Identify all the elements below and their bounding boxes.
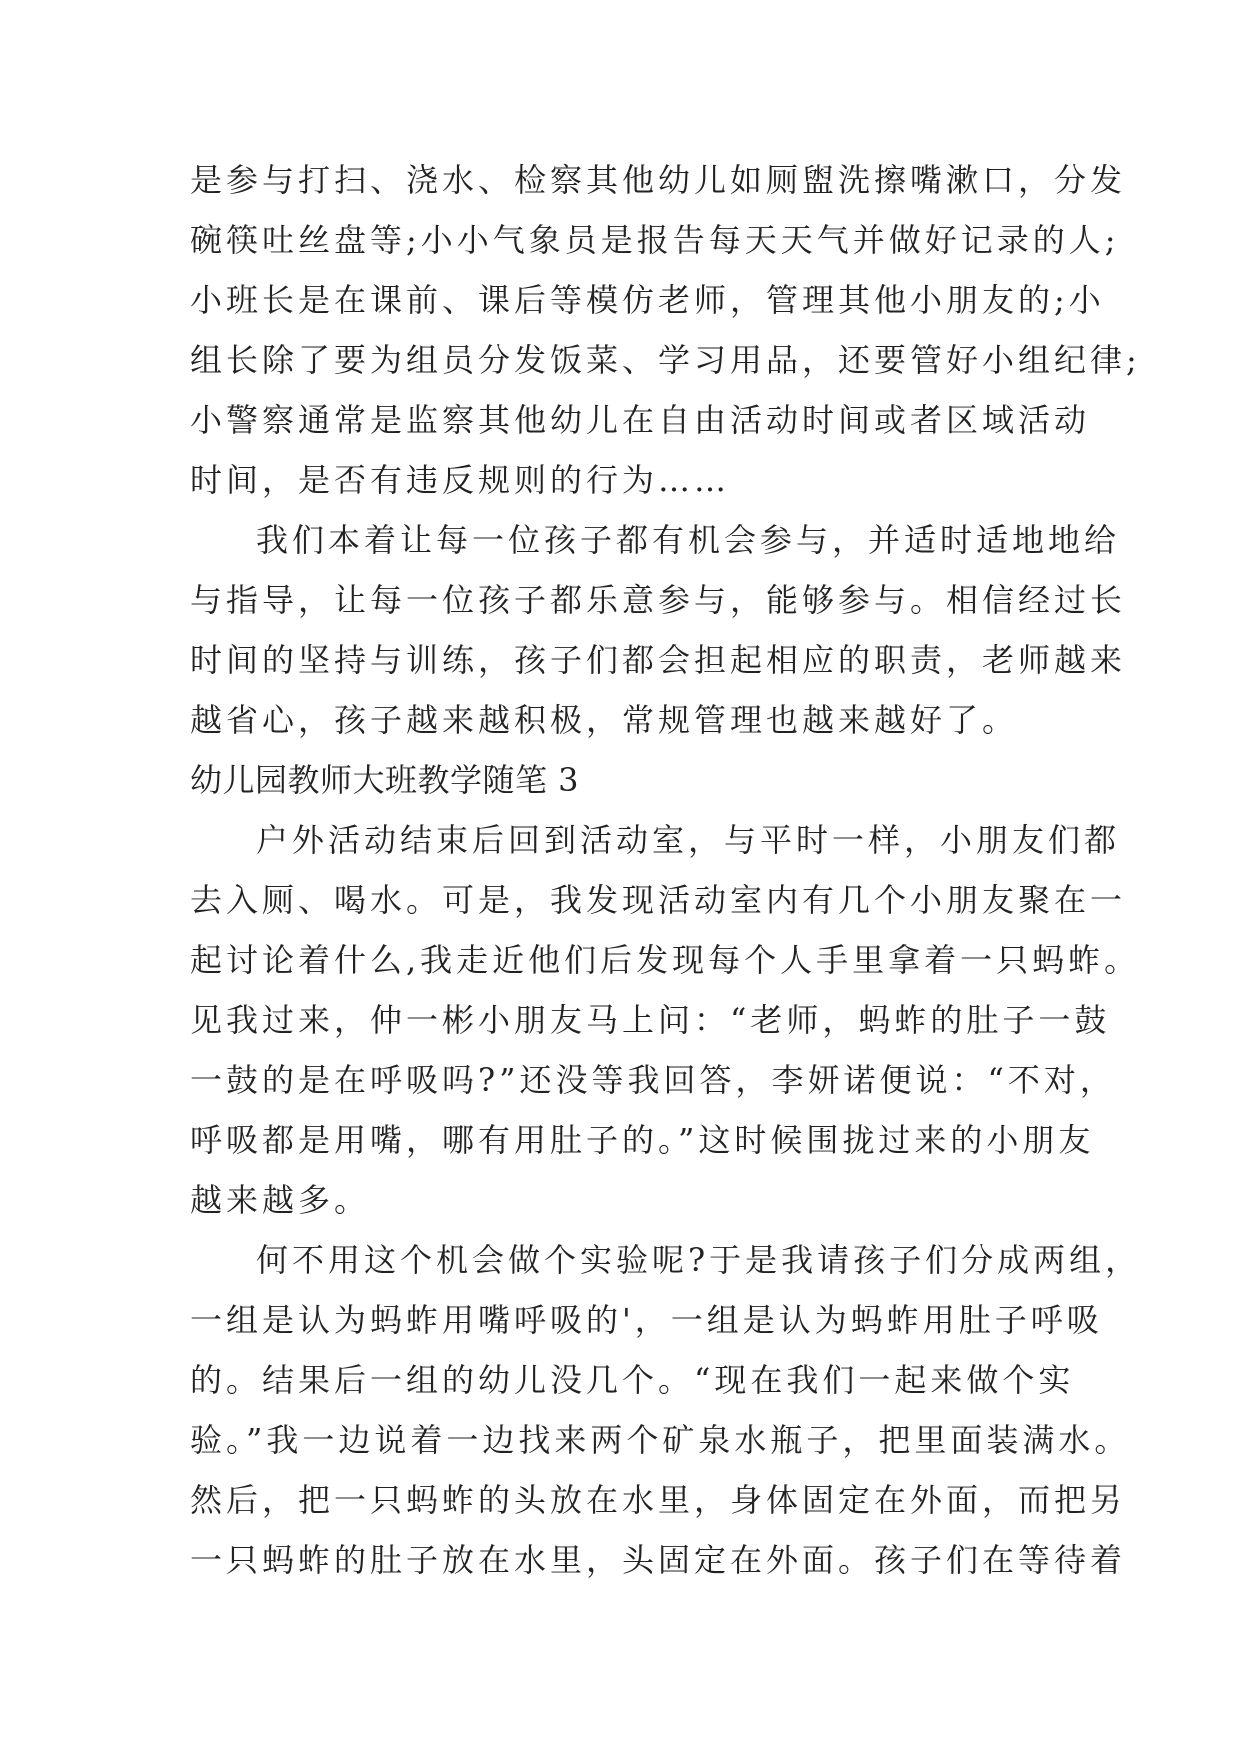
- text-line: 去入厕、喝水。可是，我发现活动室内有几个小朋友聚在一: [190, 881, 1127, 919]
- text-line: 何不用这个机会做个实验呢?于是我请孩子们分成两组，: [256, 1241, 1142, 1279]
- document-page: [190, 150, 1142, 1590]
- text-line: 组长除了要为组员分发饭菜、学习用品，还要管好小组纪律;: [190, 341, 1141, 379]
- text-line: 越省心，孩子越来越积极，常规管理也越来越好了。: [190, 701, 1019, 739]
- text-line: 碗筷吐丝盘等;小小气象员是报告每天天气并做好记录的人;: [190, 221, 1120, 259]
- text-line: 我们本着让每一位孩子都有机会参与，并适时适地地给: [256, 521, 1121, 559]
- text-line: 小警察通常是监察其他幼儿在自由活动时间或者区域活动: [190, 401, 1091, 439]
- paragraph-grasshopper-question: [190, 810, 1141, 1230]
- text-line: 与指导，让每一位孩子都乐意参与，能够参与。相信经过长: [190, 581, 1127, 619]
- text-line: 然后，把一只蚂蚱的头放在水里，身体固定在外面，而把另: [190, 1481, 1127, 1519]
- text-line: 时间的坚持与训练，孩子们都会担起相应的职责，老师越来: [190, 641, 1127, 679]
- text-line: 越来越多。: [190, 1181, 371, 1219]
- text-line: 见我过来，仲一彬小朋友马上问：“老师，蚂蚱的肚子一鼓: [190, 1001, 1111, 1039]
- paragraph-participation: [190, 510, 1127, 750]
- text-line: 呼吸都是用嘴，哪有用肚子的。”这时候围拢过来的小朋友: [190, 1121, 1095, 1159]
- text-line: 户外活动结束后回到活动室，与平时一样，小朋友们都: [256, 821, 1121, 859]
- text-line: 的。结果后一组的幼儿没几个。“现在我们一起来做个实: [190, 1361, 1075, 1399]
- text-line: 验。”我一边说着一边找来两个矿泉水瓶子，把里面装满水。: [190, 1421, 1131, 1459]
- text-line: 小班长是在课前、课后等模仿老师，管理其他小朋友的;小: [190, 281, 1105, 319]
- text-line: 是参与打扫、浇水、检察其他幼儿如厕盥洗擦嘴漱口，分发: [190, 161, 1127, 199]
- text-line: 一只蚂蚱的肚子放在水里，头固定在外面。孩子们在等待着: [190, 1541, 1127, 1579]
- text-line: 时间，是否有违反规则的行为……: [190, 461, 731, 499]
- paragraph-experiment: [190, 1230, 1142, 1590]
- section-heading: 幼儿园教师大班教学随笔 3: [190, 761, 580, 799]
- text-line: 起讨论着什么,我走近他们后发现每个人手里拿着一只蚂蚱。: [190, 941, 1141, 979]
- text-line: 一组是认为蚂蚱用嘴呼吸的'，一组是认为蚂蚱用肚子呼吸: [190, 1301, 1103, 1339]
- paragraph-roles: [190, 150, 1141, 510]
- text-line: 一鼓的是在呼吸吗?”还没等我回答，李妍诺便说：“不对，: [190, 1061, 1116, 1099]
